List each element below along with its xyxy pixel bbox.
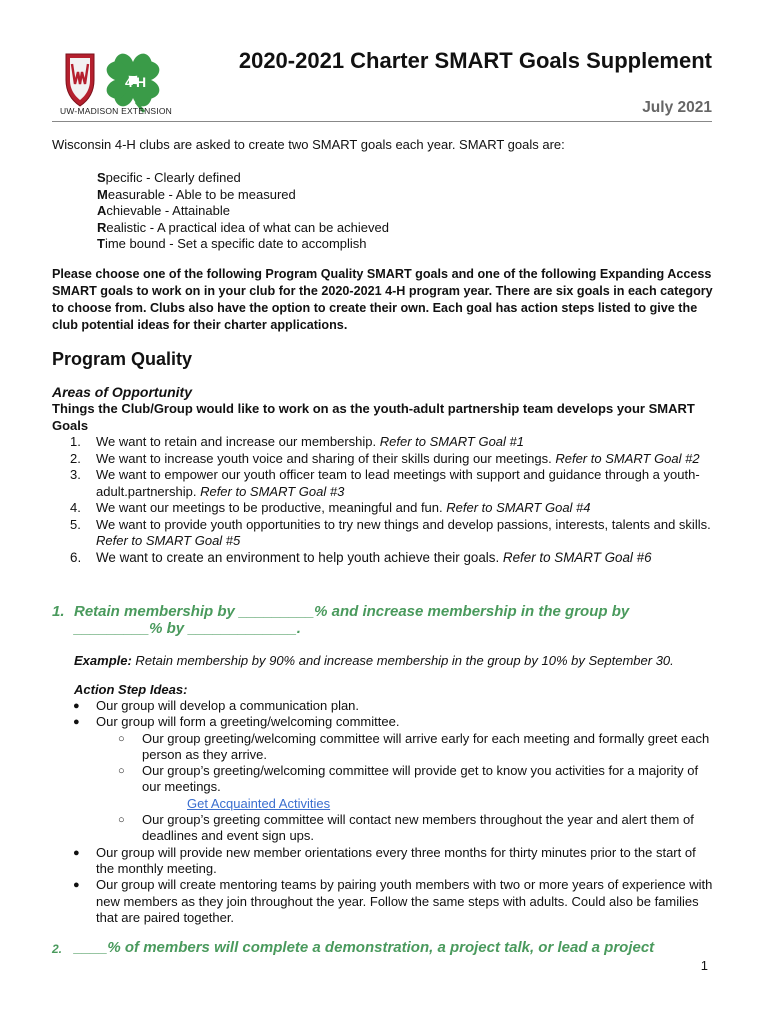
smart-goal-2-heading: 2. ____% of members will complete a demonstration, a project talk, or lead a project xyxy=(52,939,655,956)
list-item: 1. We want to retain and increase our membership. Refer to SMART Goal #1 xyxy=(70,434,524,449)
circle-bullet-icon: ○ xyxy=(118,814,125,827)
smart-item-measurable: Measurable - Able to be measured xyxy=(97,186,296,202)
opportunity-list xyxy=(52,434,714,566)
smart-item-time-bound: Time bound - Set a specific date to accomplish xyxy=(97,236,367,251)
section-heading: Program Quality xyxy=(52,349,193,369)
action-steps-heading: Action Step Ideas: xyxy=(74,682,188,697)
get-acquainted-activities-link[interactable]: Get Acquainted Activities xyxy=(187,795,331,811)
list-item: ● Our group will create mentoring teams by pairing youth members with two or more years of experience with new members as they join throughout the year. Follow the same steps with adults. Could also be families that are paired together. xyxy=(73,877,713,925)
bullet-icon: ● xyxy=(73,846,80,859)
list-item: ○ Our group greeting/welcoming committee will arrive early for each meeting and formally greet each person as they arrive. xyxy=(118,730,710,762)
list-item: 6. We want to create an environment to help youth achieve their goals. Refer to SMART Goal #6 xyxy=(70,549,652,565)
document-title: 2020-2021 Charter SMART Goals Supplement xyxy=(238,48,712,73)
list-item: ○ Our group’s greeting/welcoming committee will provide get to know you activities for a majority of our meetings. xyxy=(118,763,699,795)
subsection-heading: Areas of Opportunity xyxy=(52,384,193,400)
list-item: ● Our group will develop a communication plan. xyxy=(73,698,360,713)
list-item: 3. We want to empower our youth officer team to lead meetings with support and guidance through a youth-adult.partnership. Refer to SMART Goal #3 xyxy=(70,467,700,499)
smart-item-realistic: Realistic - A practical idea of what can be achieved xyxy=(97,219,389,235)
list-item: 5. We want to provide youth opportunities to try new things and develop passions, interests, talents and skills. Refer to SMART Goal #5 xyxy=(70,516,711,548)
header-divider xyxy=(52,121,712,122)
list-item: ● Our group will form a greeting/welcoming committee. xyxy=(73,714,400,730)
svg-text:H: H xyxy=(136,74,147,90)
list-item: ● Our group will provide new member orientations every three months for thirty minutes prior to the start of the monthly meeting. xyxy=(73,844,696,876)
logo-caption: UW-MADISON EXTENSION xyxy=(60,106,172,116)
document-date: July 2021 xyxy=(642,99,712,116)
list-item: ○ Our group’s greeting committee will contact new members throughout the year and alert them of deadlines and event sign ups. xyxy=(118,812,694,844)
smart-goal-1-heading: 1. Retain membership by _________% and increase membership in the group by _________% by _____________. xyxy=(52,603,630,637)
list-item: 4. We want our meetings to be productive, meaningful and fun. Refer to SMART Goal #4 xyxy=(70,500,591,515)
example-line: Example: Retain membership by 90% and increase membership in the group by 10% by September 30. xyxy=(74,653,674,668)
circle-bullet-icon: ○ xyxy=(118,732,125,745)
uw-crest-icon xyxy=(66,54,94,106)
list-item: 2. We want to increase youth voice and sharing of their skills during our meetings. Refer to SMART Goal #2 xyxy=(70,450,700,466)
bullet-icon: ● xyxy=(73,716,80,729)
smart-item-specific: Specific - Clearly defined xyxy=(97,170,241,185)
svg-text:4: 4 xyxy=(125,74,133,90)
bullet-icon: ● xyxy=(73,700,80,712)
action-steps-list xyxy=(52,698,716,926)
intro-paragraph: Wisconsin 4-H clubs are asked to create two SMART goals each year. SMART goals are: xyxy=(52,137,565,152)
instructions-paragraph: Please choose one of the following Program Quality SMART goals and one of the following Expanding Access SMART goals to work on in your club for the 2020-2021 4-H program year. There are six goals in each category to choose from. Clubs also have the option to create their own. Each goal has action steps listed to give the club potential ideas for their charter applications. xyxy=(52,267,713,332)
4h-clover-icon xyxy=(107,54,160,112)
subsection-lead: Things the Club/Group would like to work on as the youth-adult partnership team develops your SMART Goals xyxy=(52,401,695,433)
smart-item-achievable: Achievable - Attainable xyxy=(97,203,230,218)
smart-definition-list xyxy=(97,170,389,253)
page-number: 1 xyxy=(700,958,708,973)
bullet-icon: ● xyxy=(73,879,80,892)
circle-bullet-icon: ○ xyxy=(118,765,125,778)
